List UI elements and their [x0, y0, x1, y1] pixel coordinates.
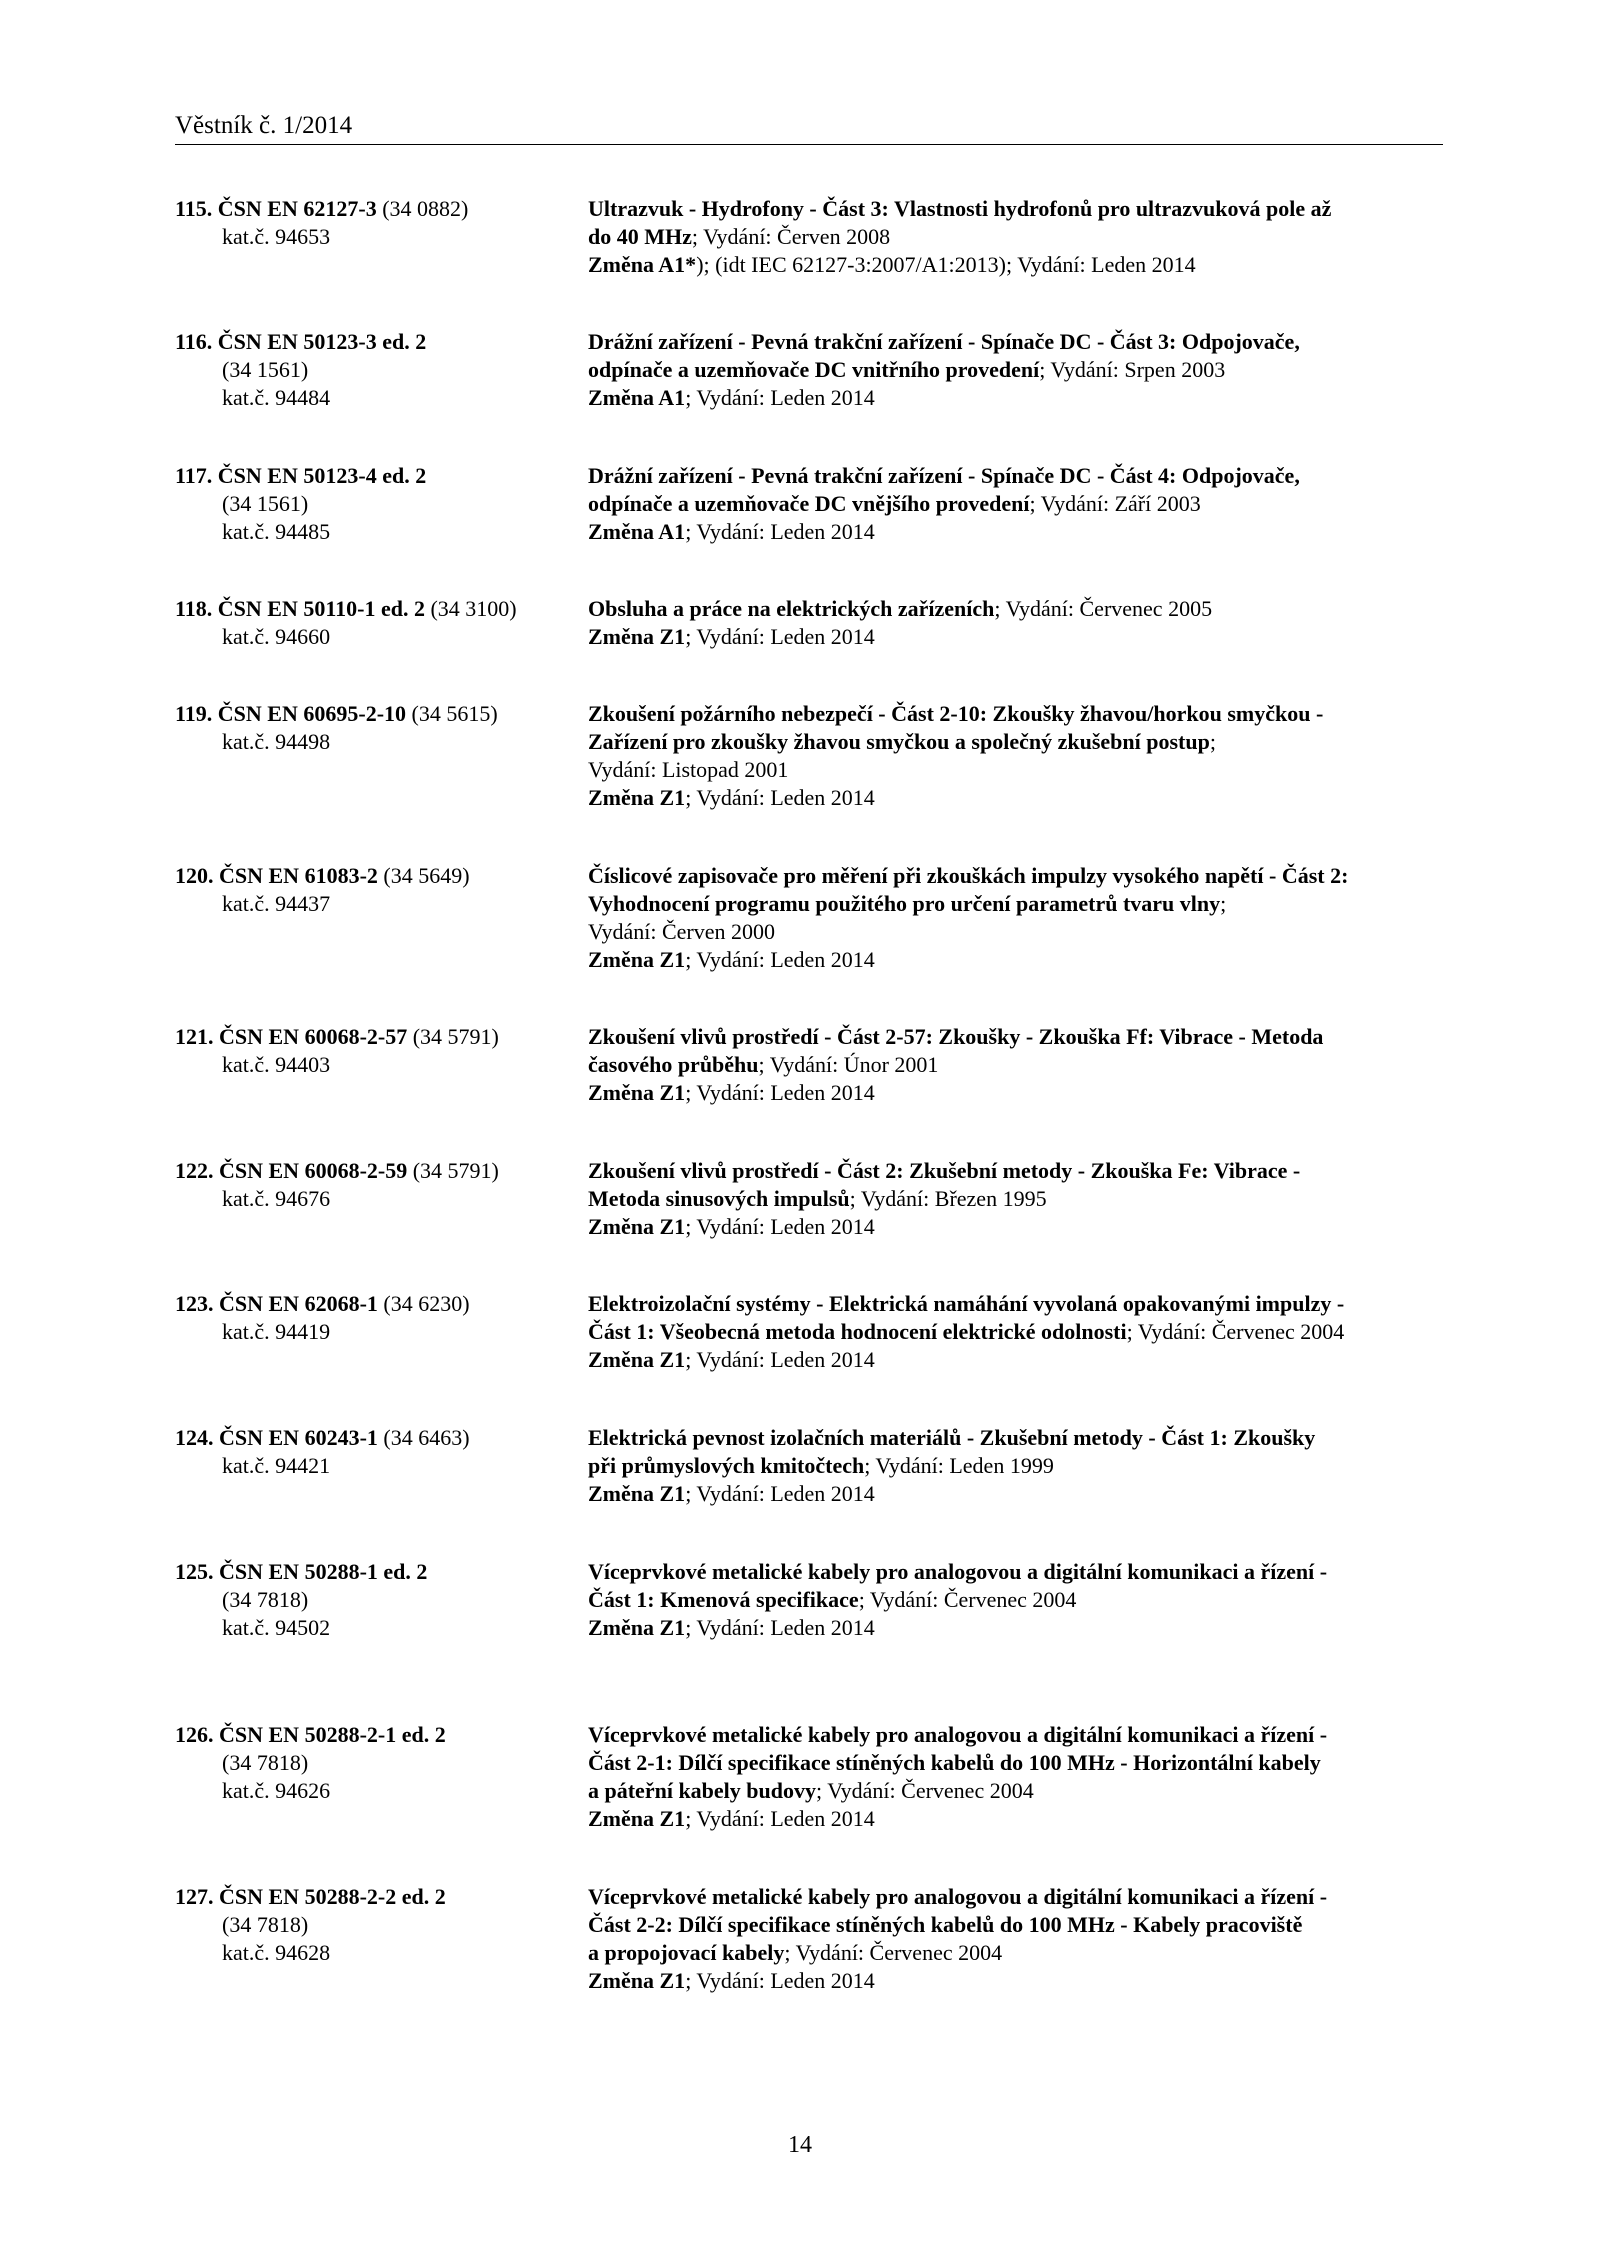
reference-line [175, 1424, 580, 1452]
title-text: Změna Z1 [588, 785, 686, 810]
description-line [588, 595, 1443, 623]
description-line [588, 1777, 1443, 1805]
title-text: a páteřní kabely budovy [588, 1778, 816, 1803]
standard-code: ČSN EN 61083-2 [219, 863, 378, 888]
standard-description [588, 595, 1443, 651]
description-line [588, 1290, 1443, 1318]
description-line [588, 918, 1443, 946]
description-line [588, 518, 1443, 546]
entry-number: 125. [175, 1559, 214, 1584]
title-text: Ultrazvuk - Hydrofony - Část 3: Vlastnosti hydrofonů pro ultrazvuková pole až [588, 196, 1332, 221]
standard-description [588, 700, 1443, 812]
standard-code: ČSN EN 50288-2-2 ed. 2 [219, 1884, 446, 1909]
catalog-number: kat.č. 94485 [222, 519, 331, 544]
standard-reference [175, 462, 580, 546]
edition-text: ; Vydání: Červen 2008 [691, 224, 891, 249]
description-line [588, 223, 1443, 251]
edition-text: ; Vydání: Leden 2014 [685, 1968, 875, 1993]
standard-code: ČSN EN 62127-3 [217, 196, 377, 221]
description-line [588, 862, 1443, 890]
entry-number: 119. [175, 701, 213, 726]
catalog-number: kat.č. 94498 [222, 729, 331, 754]
title-text: Změna Z1 [588, 1080, 686, 1105]
catalog-number: kat.č. 94628 [222, 1940, 331, 1965]
edition-text: ; Vydání: Leden 2014 [685, 947, 875, 972]
title-text: Změna Z1 [588, 624, 686, 649]
description-line [588, 1967, 1443, 1995]
description-line [588, 490, 1443, 518]
standard-reference [175, 1157, 580, 1213]
title-text: Změna Z1 [588, 947, 686, 972]
standard-reference [175, 195, 580, 251]
classification-mark: (34 5791) [407, 1024, 499, 1049]
description-line [588, 784, 1443, 812]
catalog-number: kat.č. 94403 [222, 1052, 331, 1077]
title-text: Změna Z1 [588, 1968, 686, 1993]
standard-description [588, 462, 1443, 546]
classification-mark: (34 3100) [424, 596, 517, 621]
description-line [588, 1023, 1443, 1051]
classification-mark: (34 1561) [222, 357, 309, 382]
catalog-number: kat.č. 94676 [222, 1186, 331, 1211]
entry-number: 122. [175, 1158, 214, 1183]
description-line [588, 623, 1443, 651]
catalog-number: kat.č. 94626 [222, 1778, 331, 1803]
title-text: Změna A1* [588, 252, 697, 277]
entry-number: 127. [175, 1884, 214, 1909]
standard-description [588, 1023, 1443, 1107]
title-text: Číslicové zapisovače pro měření při zkouškách impulzy vysokého napětí - Část 2: [588, 863, 1349, 888]
description-line [588, 1749, 1443, 1777]
standard-description [588, 1558, 1443, 1642]
edition-text: ); (idt IEC 62127-3:2007/A1:2013); Vydání: Leden 2014 [696, 252, 1196, 277]
entry-number: 121. [175, 1024, 214, 1049]
standard-code: ČSN EN 50288-1 ed. 2 [219, 1559, 428, 1584]
edition-text: ; Vydání: Leden 2014 [685, 385, 875, 410]
title-text: Elektroizolační systémy - Elektrická namáhání vyvolaná opakovanými impulzy - [588, 1291, 1345, 1316]
description-line [588, 356, 1443, 384]
title-text: Změna A1 [588, 519, 686, 544]
title-text: při průmyslových kmitočtech [588, 1453, 865, 1478]
edition-text: ; Vydání: Srpen 2003 [1039, 357, 1226, 382]
description-line [588, 756, 1443, 784]
title-text: Elektrická pevnost izolačních materiálů - Zkušební metody - Část 1: Zkoušky [588, 1425, 1316, 1450]
edition-text: ; Vydání: Únor 2001 [758, 1052, 939, 1077]
title-text: Víceprvkové metalické kabely pro analogovou a digitální komunikaci a řízení - [588, 1722, 1328, 1747]
title-text: Změna A1 [588, 385, 686, 410]
description-line [588, 1586, 1443, 1614]
description-line [588, 890, 1443, 918]
description-line [588, 1318, 1443, 1346]
standard-reference [175, 1558, 580, 1642]
entry-number: 118. [175, 596, 213, 621]
description-line [588, 462, 1443, 490]
standard-reference [175, 1290, 580, 1346]
entry-number: 115. [175, 196, 213, 221]
title-text: Obsluha a práce na elektrických zařízeních [588, 596, 995, 621]
title-text: Zařízení pro zkoušky žhavou smyčkou a společný zkušební postup [588, 729, 1210, 754]
edition-text: ; [1209, 729, 1216, 754]
standard-description [588, 1721, 1443, 1833]
reference-line [175, 1157, 580, 1185]
standard-reference [175, 1023, 580, 1079]
reference-line [175, 595, 580, 623]
description-line [588, 946, 1443, 974]
title-text: Zkoušení vlivů prostředí - Část 2-57: Zkoušky - Zkouška Ff: Vibrace - Metoda [588, 1024, 1324, 1049]
standard-code: ČSN EN 50123-3 ed. 2 [217, 329, 427, 354]
catalog-number: kat.č. 94419 [222, 1319, 331, 1344]
entry-number: 117. [175, 463, 213, 488]
edition-text: ; Vydání: Červenec 2004 [1126, 1319, 1345, 1344]
classification-mark: (34 7818) [222, 1587, 309, 1612]
description-line [588, 384, 1443, 412]
reference-line [175, 1721, 580, 1749]
title-text: odpínače a uzemňovače DC vnějšího provedení [588, 491, 1030, 516]
edition-text: ; Vydání: Leden 2014 [685, 1806, 875, 1831]
title-text: Část 1: Všeobecná metoda hodnocení elektrické odolnosti [588, 1319, 1127, 1344]
description-line [588, 1883, 1443, 1911]
classification-mark: (34 5615) [406, 701, 498, 726]
edition-text: ; Vydání: Červenec 2004 [784, 1940, 1003, 1965]
standard-reference [175, 1883, 580, 1967]
description-line [588, 1346, 1443, 1374]
description-line [588, 728, 1443, 756]
description-line [588, 1911, 1443, 1939]
reference-line [175, 1023, 580, 1051]
standard-description [588, 1883, 1443, 1995]
reference-line [175, 700, 580, 728]
entry-number: 120. [175, 863, 214, 888]
description-line [588, 1051, 1443, 1079]
edition-text: ; Vydání: Leden 2014 [685, 519, 875, 544]
classification-mark: (34 5791) [407, 1158, 499, 1183]
edition-text: ; Vydání: Březen 1995 [849, 1186, 1047, 1211]
description-line [588, 1452, 1443, 1480]
entry-number: 124. [175, 1425, 214, 1450]
standard-code: ČSN EN 50288-2-1 ed. 2 [219, 1722, 446, 1747]
title-text: Změna Z1 [588, 1214, 686, 1239]
title-text: Část 1: Kmenová specifikace [588, 1587, 859, 1612]
description-line [588, 1213, 1443, 1241]
catalog-number: kat.č. 94502 [222, 1615, 331, 1640]
reference-line [175, 1883, 580, 1911]
journal-header [175, 110, 1443, 145]
edition-text: ; Vydání: Leden 2014 [685, 1615, 875, 1640]
title-text: Víceprvkové metalické kabely pro analogovou a digitální komunikaci a řízení - [588, 1559, 1328, 1584]
title-text: Drážní zařízení - Pevná trakční zařízení - Spínače DC - Část 4: Odpojovače, [588, 463, 1300, 488]
edition-text: ; Vydání: Leden 2014 [685, 624, 875, 649]
journal-title: Věstník č. 1/2014 [175, 112, 353, 139]
standard-code: ČSN EN 60068-2-57 [219, 1024, 408, 1049]
title-text: do 40 MHz [588, 224, 692, 249]
description-line [588, 700, 1443, 728]
reference-line [175, 862, 580, 890]
standard-reference [175, 328, 580, 412]
title-text: Zkoušení požárního nebezpečí - Část 2-10: Zkoušky žhavou/horkou smyčkou - [588, 701, 1324, 726]
title-text: Vyhodnocení programu použitého pro určení parametrů tvaru vlny [588, 891, 1221, 916]
standard-code: ČSN EN 60243-1 [219, 1425, 378, 1450]
title-text: Změna Z1 [588, 1347, 686, 1372]
edition-text: ; Vydání: Leden 2014 [685, 1481, 875, 1506]
classification-mark: (34 5649) [377, 863, 470, 888]
description-line [588, 1805, 1443, 1833]
edition-text: ; Vydání: Červenec 2004 [858, 1587, 1077, 1612]
standard-reference [175, 862, 580, 918]
reference-line [175, 195, 580, 223]
reference-line [175, 1290, 580, 1318]
catalog-number: kat.č. 94484 [222, 385, 331, 410]
edition-text: ; Vydání: Září 2003 [1029, 491, 1201, 516]
entry-number: 126. [175, 1722, 214, 1747]
edition-text: ; Vydání: Leden 1999 [864, 1453, 1054, 1478]
catalog-number: kat.č. 94653 [222, 224, 331, 249]
standard-code: ČSN EN 50110-1 ed. 2 [217, 596, 425, 621]
reference-line [175, 462, 580, 490]
classification-mark: (34 6463) [377, 1425, 470, 1450]
description-line [588, 1480, 1443, 1508]
edition-text: ; Vydání: Leden 2014 [685, 1347, 875, 1372]
classification-mark: (34 7818) [222, 1912, 309, 1937]
standard-reference [175, 1424, 580, 1480]
description-line [588, 1157, 1443, 1185]
title-text: Víceprvkové metalické kabely pro analogovou a digitální komunikaci a řízení - [588, 1884, 1328, 1909]
title-text: Metoda sinusových impulsů [588, 1186, 850, 1211]
classification-mark: (34 6230) [377, 1291, 470, 1316]
standard-code: ČSN EN 62068-1 [219, 1291, 378, 1316]
edition-text: ; Vydání: Leden 2014 [685, 785, 875, 810]
description-line [588, 1185, 1443, 1213]
title-text: Zkoušení vlivů prostředí - Část 2: Zkušební metody - Zkouška Fe: Vibrace - [588, 1158, 1301, 1183]
reference-line [175, 328, 580, 356]
entry-number: 123. [175, 1291, 214, 1316]
catalog-number: kat.č. 94660 [222, 624, 331, 649]
title-text: Drážní zařízení - Pevná trakční zařízení - Spínače DC - Část 3: Odpojovače, [588, 329, 1300, 354]
classification-mark: (34 0882) [376, 196, 469, 221]
description-line [588, 1614, 1443, 1642]
standard-description [588, 328, 1443, 412]
title-text: a propojovací kabely [588, 1940, 785, 1965]
catalog-number: kat.č. 94437 [222, 891, 331, 916]
edition-text: Vydání: Červen 2000 [588, 919, 775, 944]
title-text: Část 2-1: Dílčí specifikace stíněných kabelů do 100 MHz - Horizontální kabely [588, 1750, 1321, 1775]
standard-description [588, 1424, 1443, 1508]
description-line [588, 195, 1443, 223]
catalog-number: kat.č. 94421 [222, 1453, 331, 1478]
edition-text: ; Vydání: Leden 2014 [685, 1214, 875, 1239]
description-line [588, 328, 1443, 356]
edition-text: ; Vydání: Leden 2014 [685, 1080, 875, 1105]
title-text: časového průběhu [588, 1052, 759, 1077]
standard-description [588, 1290, 1443, 1374]
title-text: Změna Z1 [588, 1806, 686, 1831]
standard-description [588, 862, 1443, 974]
description-line [588, 1721, 1443, 1749]
title-text: Změna Z1 [588, 1615, 686, 1640]
edition-text: ; Vydání: Červenec 2005 [994, 596, 1213, 621]
classification-mark: (34 7818) [222, 1750, 309, 1775]
description-line [588, 1558, 1443, 1586]
standard-code: ČSN EN 50123-4 ed. 2 [217, 463, 427, 488]
title-text: Změna Z1 [588, 1481, 686, 1506]
page-number: 14 [788, 2132, 812, 2158]
entry-number: 116. [175, 329, 213, 354]
edition-text: ; [1220, 891, 1227, 916]
standard-description [588, 1157, 1443, 1241]
description-line [588, 1079, 1443, 1107]
edition-text: Vydání: Listopad 2001 [588, 757, 789, 782]
standard-reference [175, 1721, 580, 1805]
reference-line [175, 1558, 580, 1586]
standard-reference [175, 595, 580, 651]
standard-code: ČSN EN 60068-2-59 [219, 1158, 408, 1183]
classification-mark: (34 1561) [222, 491, 309, 516]
description-line [588, 1939, 1443, 1967]
standard-code: ČSN EN 60695-2-10 [217, 701, 407, 726]
title-text: odpínače a uzemňovače DC vnitřního provedení [588, 357, 1040, 382]
standard-reference [175, 700, 580, 756]
edition-text: ; Vydání: Červenec 2004 [816, 1778, 1034, 1803]
description-line [588, 251, 1443, 279]
description-line [588, 1424, 1443, 1452]
title-text: Část 2-2: Dílčí specifikace stíněných kabelů do 100 MHz - Kabely pracoviště [588, 1912, 1303, 1937]
standard-description [588, 195, 1443, 279]
